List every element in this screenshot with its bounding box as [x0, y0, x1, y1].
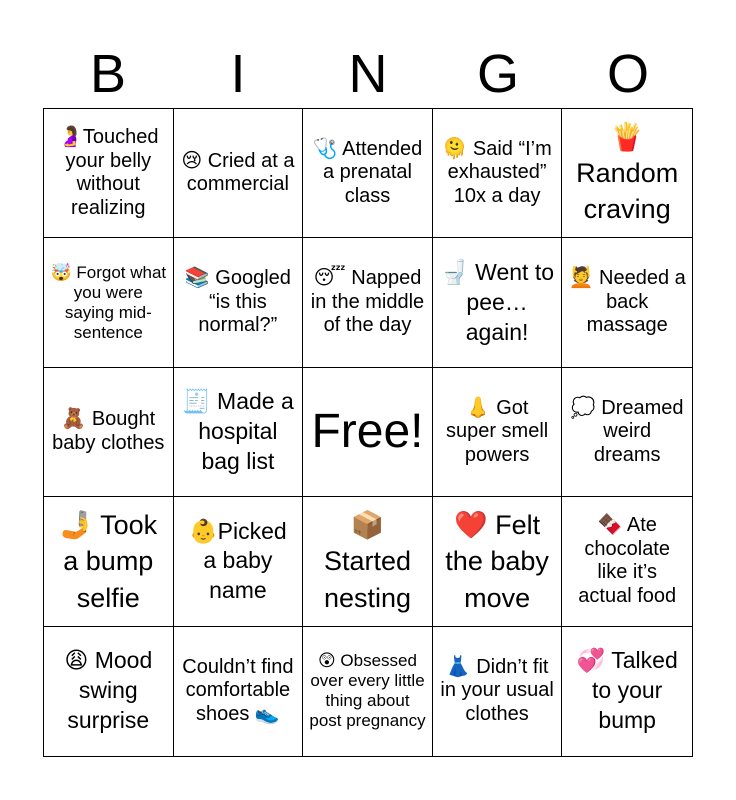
- bingo-card-grid: [43, 108, 693, 757]
- bingo-cell[interactable]: [174, 627, 304, 756]
- bingo-cell[interactable]: [303, 238, 433, 367]
- bingo-cell[interactable]: [44, 109, 174, 238]
- bingo-cell[interactable]: [562, 627, 692, 756]
- bingo-cell[interactable]: [433, 109, 563, 238]
- header-letter-n: N: [348, 44, 388, 104]
- bingo-cell[interactable]: [303, 627, 433, 756]
- cell-text: 🫠 Said “I’m exhausted” 10x a day: [442, 137, 552, 207]
- cell-text: 😩 Mood swing surprise: [64, 647, 153, 734]
- bingo-cell[interactable]: [562, 109, 692, 238]
- bingo-cell[interactable]: [433, 238, 563, 367]
- cell-text: 🍫 Ate chocolate like it’s actual food: [578, 514, 677, 607]
- cell-text: 📦 Started nesting: [323, 509, 412, 613]
- bingo-cell[interactable]: [174, 497, 304, 626]
- cell-text: 🩺 Attended a prenatal class: [312, 137, 423, 207]
- header-letter-g: G: [476, 44, 519, 104]
- bingo-cell[interactable]: [44, 368, 174, 497]
- bingo-cell[interactable]: [303, 497, 433, 626]
- cell-text: 👃 Got super smell powers: [445, 396, 549, 466]
- cell-text: 🤳 Took a bump selfie: [59, 509, 158, 613]
- bingo-cell[interactable]: [44, 497, 174, 626]
- bingo-cell[interactable]: [174, 368, 304, 497]
- header-letter-o: O: [606, 44, 649, 104]
- bingo-cell[interactable]: [44, 627, 174, 756]
- cell-text: 💆 Needed a back massage: [568, 267, 686, 337]
- header-letter-b: B: [89, 44, 127, 104]
- bingo-cell[interactable]: [303, 109, 433, 238]
- cell-text: 👗 Didn’t fit in your usual clothes: [440, 655, 554, 726]
- cell-text: Couldn’t find comfortable shoes 👟: [182, 655, 294, 726]
- bingo-cell[interactable]: [433, 368, 563, 497]
- bingo-cell[interactable]: [562, 497, 692, 626]
- cell-text: 😲 Obsessed over every little thing about post pregnancy: [309, 651, 426, 731]
- cell-text: 🍟 Random craving: [576, 121, 679, 225]
- cell-text: 🚽 Went to pee… again!: [440, 258, 555, 345]
- cell-text: 📚 Googled “is this normal?”: [184, 267, 291, 337]
- bingo-cell[interactable]: [433, 497, 563, 626]
- bingo-cell[interactable]: [433, 627, 563, 756]
- cell-text: 💭 Dreamed weird dreams: [570, 396, 684, 466]
- cell-text: 😢 Cried at a commercial: [181, 149, 295, 196]
- cell-text: 👶Picked a baby name: [189, 517, 287, 604]
- bingo-cell[interactable]: [562, 368, 692, 497]
- cell-text: ❤️ Felt the baby move: [445, 509, 549, 613]
- bingo-cell[interactable]: [174, 238, 304, 367]
- header-letter-i: I: [230, 44, 246, 104]
- cell-text: 😴 Napped in the middle of the day: [310, 267, 425, 337]
- free-space[interactable]: [303, 368, 433, 497]
- bingo-header: [43, 40, 693, 108]
- cell-text: 💞 Talked to your bump: [576, 647, 678, 734]
- cell-text: 🤯 Forgot what you were saying mid-sentence: [50, 262, 167, 342]
- cell-text: 🧸 Bought baby clothes: [52, 408, 165, 454]
- bingo-cell[interactable]: [44, 238, 174, 367]
- bingo-cell[interactable]: [174, 109, 304, 238]
- cell-text: 🧾 Made a hospital bag list: [182, 388, 294, 474]
- cell-text: 🤰Touched your belly without realizing: [58, 126, 159, 219]
- bingo-cell[interactable]: [562, 238, 692, 367]
- free-space-label: Free!: [311, 404, 424, 458]
